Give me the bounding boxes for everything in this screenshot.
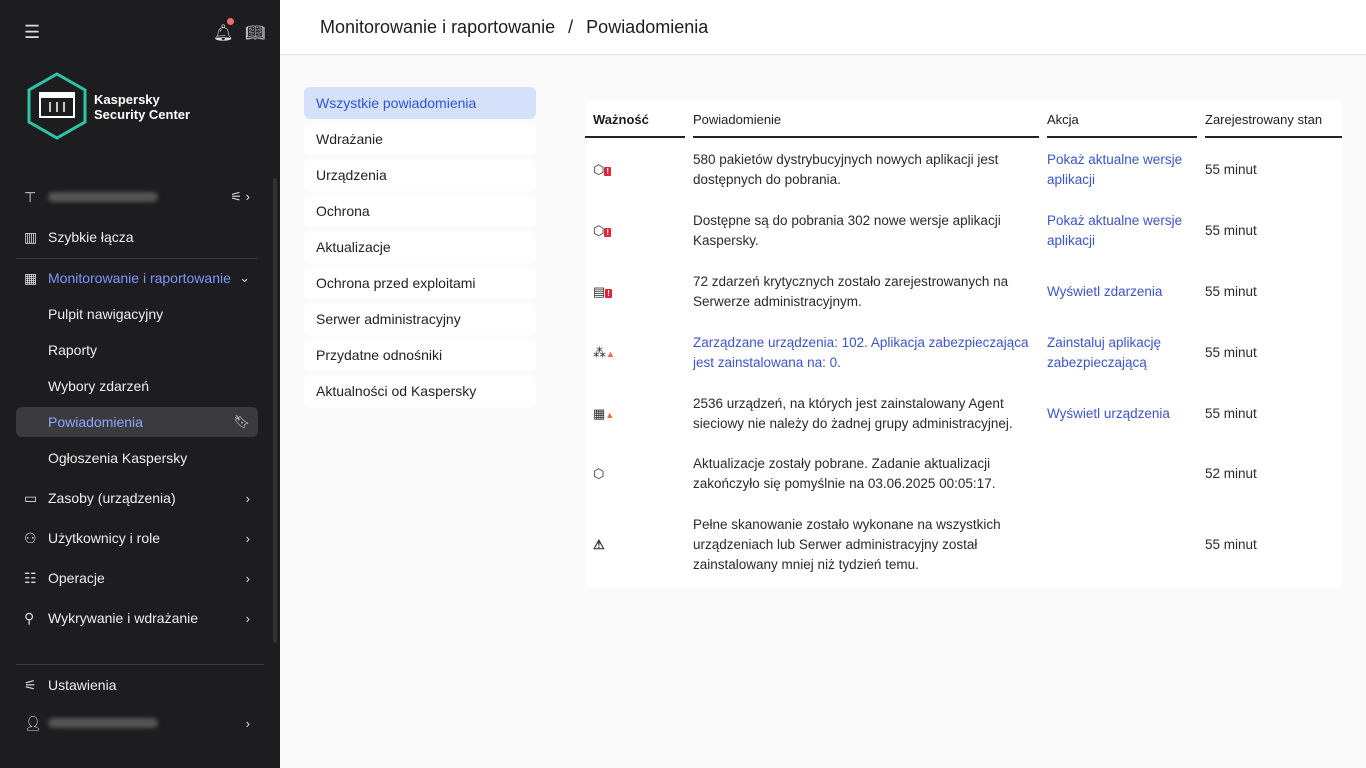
- search-icon: ⚲: [24, 609, 35, 626]
- map-icon: ▥: [24, 228, 38, 245]
- state: 55 minut: [1205, 406, 1257, 421]
- action-link[interactable]: Wyświetl urządzenia: [1047, 406, 1170, 421]
- state: 52 minut: [1205, 466, 1257, 481]
- shield-critical-icon: ⬡ !: [593, 223, 610, 238]
- warning-icon: ⚠︎: [593, 537, 605, 552]
- sidebar-item-dashboard[interactable]: [16, 299, 258, 329]
- server-critical-icon: ▤ !: [593, 284, 610, 299]
- divider: [16, 258, 258, 259]
- action-link[interactable]: Zainstaluj aplikację zabezpieczającą: [1047, 335, 1162, 370]
- server-selector[interactable]: [16, 182, 258, 212]
- breadcrumb-section[interactable]: Monitorowanie i raportowanie: [320, 17, 556, 37]
- user-account[interactable]: [16, 708, 258, 738]
- users-icon: ⚇: [24, 529, 37, 546]
- label: Operacje: [48, 570, 105, 586]
- category-deployment[interactable]: Wdrażanie: [304, 123, 536, 155]
- notification-dot: [227, 18, 234, 25]
- chevron-down-icon: ⌄: [239, 270, 250, 285]
- header-underline: [1205, 136, 1342, 138]
- dashboard-icon: ▦: [24, 269, 38, 286]
- page-title: Powiadomienia: [586, 17, 709, 37]
- chevron-right-icon: ›: [245, 715, 250, 731]
- sidebar-item-quick-links[interactable]: [16, 222, 258, 252]
- sidebar-item-assets[interactable]: [16, 483, 258, 513]
- chevron-right-icon: ›: [245, 490, 250, 506]
- user-icon: 👤︎: [24, 714, 42, 731]
- bookmark-icon[interactable]: 🔖︎: [233, 414, 250, 429]
- server-icon: ⊤: [24, 188, 37, 205]
- network-warning-icon: ⁂▲: [593, 345, 615, 360]
- state: 55 minut: [1205, 223, 1257, 238]
- column-header-notification[interactable]: Powiadomienie: [693, 112, 782, 127]
- header-underline: [1047, 136, 1197, 138]
- sidebar-item-monitoring[interactable]: [16, 263, 258, 293]
- state: 55 minut: [1205, 284, 1257, 299]
- category-useful-links[interactable]: Przydatne odnośniki: [304, 339, 536, 371]
- notification-text: Dostępne są do pobrania 302 nowe wersje aplikacji Kaspersky.: [693, 213, 1001, 248]
- category-devices[interactable]: Urządzenia: [304, 159, 536, 191]
- label: Ustawienia: [48, 677, 117, 693]
- sidebar-item-discovery[interactable]: [16, 603, 258, 633]
- sidebar-item-settings[interactable]: [16, 670, 258, 700]
- shield-critical-icon: ⬡ !: [593, 162, 610, 177]
- breadcrumb-separator: /: [568, 17, 574, 37]
- notification-text: Pełne skanowanie zostało wykonane na wszystkich urządzeniach lub Serwer administracyjny został zainstalowany mniej niż tydzień temu.: [693, 517, 1001, 572]
- chevron-right-icon: ›: [245, 530, 250, 546]
- label: Zasoby (urządzenia): [48, 490, 176, 506]
- header-underline: [693, 136, 1039, 138]
- sidebar-item-users[interactable]: [16, 523, 258, 553]
- state: 55 minut: [1205, 345, 1257, 360]
- state: 55 minut: [1205, 537, 1257, 552]
- notification-text: 2536 urządzeń, na których jest zainstalowany Agent sieciowy nie należy do żadnej grupy administracyjnej.: [693, 396, 1013, 431]
- devices-warning-icon: ▦▲: [593, 406, 615, 421]
- chevron-right-icon: ›: [245, 570, 250, 586]
- brand-name: Kaspersky Security Center: [94, 92, 191, 122]
- label: Powiadomienia: [48, 414, 143, 430]
- notification-link[interactable]: Zarządzane urządzenia: 102. Aplikacja zabezpieczająca jest zainstalowana na: 0.: [693, 335, 1029, 370]
- label: Wykrywanie i wdrażanie: [48, 610, 199, 626]
- label: Raporty: [48, 342, 98, 358]
- action-link[interactable]: Wyświetl zdarzenia: [1047, 284, 1163, 299]
- shield-update-icon: ⬡: [593, 466, 605, 481]
- action-link[interactable]: Pokaż aktualne wersje aplikacji: [1047, 152, 1183, 187]
- notification-text: 580 pakietów dystrybucyjnych nowych aplikacji jest dostępnych do pobrania.: [693, 152, 999, 187]
- notifications-bell-icon[interactable]: 🔔︎: [213, 25, 234, 42]
- header-underline: [585, 136, 685, 138]
- divider: [16, 664, 264, 665]
- chevron-right-icon: ›: [245, 610, 250, 626]
- category-updates[interactable]: Aktualizacje: [304, 231, 536, 263]
- state: 55 minut: [1205, 162, 1257, 177]
- sidebar-item-announcements[interactable]: [16, 443, 258, 473]
- kaspersky-logo: [26, 72, 88, 140]
- operations-icon: ☷: [24, 569, 37, 586]
- category-exploit-prevention[interactable]: Ochrona przed exploitami: [304, 267, 536, 299]
- action-link[interactable]: Pokaż aktualne wersje aplikacji: [1047, 213, 1183, 248]
- sidebar-item-event-selections[interactable]: [16, 371, 258, 401]
- sidebar-item-operations[interactable]: [16, 563, 258, 593]
- book-icon[interactable]: 📖︎: [245, 25, 266, 42]
- category-all[interactable]: Wszystkie powiadomienia: [304, 87, 536, 119]
- notifications-table: [585, 100, 1342, 588]
- notification-text: Aktualizacje zostały pobrane. Zadanie aktualizacji zakończyło się pomyślnie na 03.06.2025 00:05:17.: [693, 456, 996, 491]
- category-kaspersky-news[interactable]: Aktualności od Kaspersky: [304, 375, 536, 407]
- chevron-right-icon: ⚟ ›: [230, 189, 250, 204]
- server-name: [48, 192, 158, 202]
- monitor-icon: ▭: [24, 489, 38, 506]
- category-list: [304, 87, 536, 411]
- menu-icon[interactable]: ☰: [24, 22, 41, 42]
- user-name: [48, 718, 158, 728]
- column-header-severity[interactable]: Ważność: [593, 112, 649, 127]
- column-header-action[interactable]: Akcja: [1047, 112, 1079, 127]
- label: Monitorowanie i raportowanie: [48, 270, 231, 286]
- settings-sliders-icon: ⚟: [24, 676, 37, 693]
- sidebar-item-notifications[interactable]: [16, 407, 258, 437]
- label: Szybkie łącza: [48, 229, 134, 245]
- label: Ogłoszenia Kaspersky: [48, 450, 188, 466]
- category-admin-server[interactable]: Serwer administracyjny: [304, 303, 536, 335]
- label: Wybory zdarzeń: [48, 378, 150, 394]
- column-header-state[interactable]: Zarejestrowany stan: [1205, 112, 1323, 127]
- category-protection[interactable]: Ochrona: [304, 195, 536, 227]
- label: Użytkownicy i role: [48, 530, 161, 546]
- sidebar-scrollbar[interactable]: [273, 178, 277, 643]
- sidebar-item-reports[interactable]: [16, 335, 258, 365]
- sidebar: [0, 0, 280, 768]
- page-header: [280, 0, 1366, 55]
- notification-text: 72 zdarzeń krytycznych zostało zarejestrowanych na Serwerze administracyjnym.: [693, 274, 1009, 309]
- label: Pulpit nawigacyjny: [48, 306, 164, 322]
